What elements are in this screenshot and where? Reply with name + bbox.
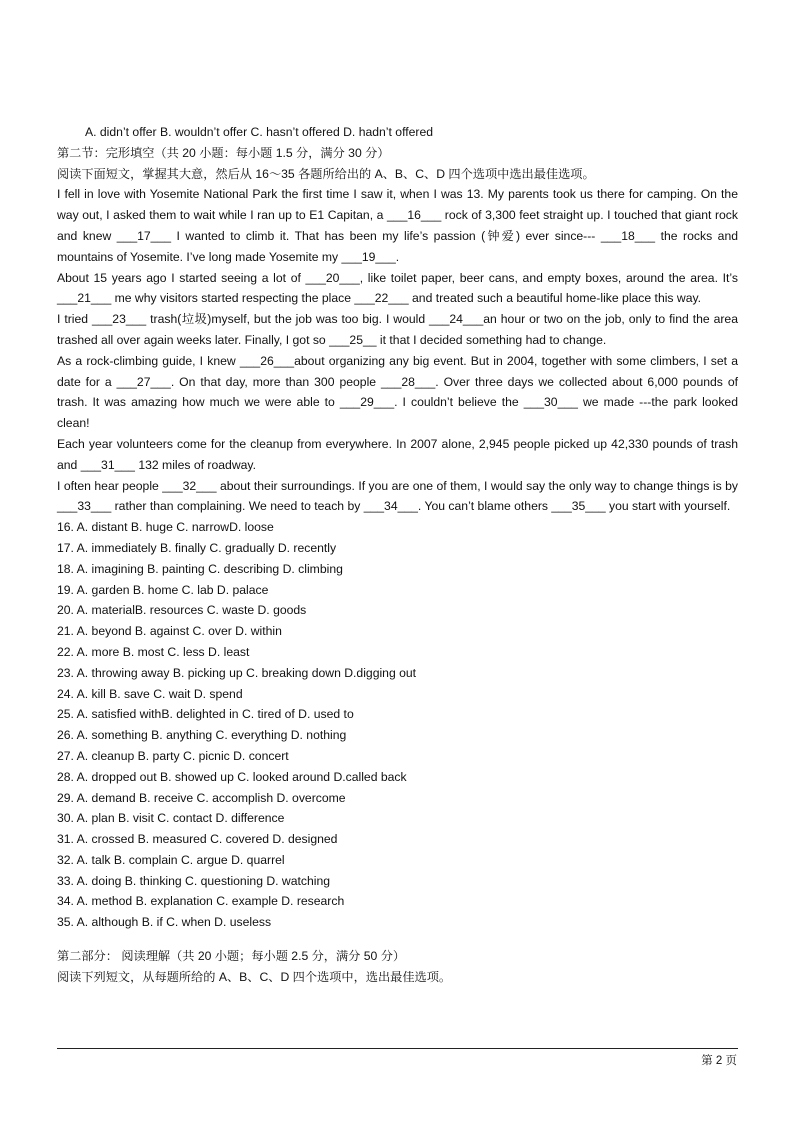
question-16: 16. A. distant B. huge C. narrowD. loose <box>57 520 274 535</box>
question-29: 29. A. demand B. receive C. accomplish D. overcome <box>57 790 346 805</box>
question-26: 26. A. something B. anything C. everything D. nothing <box>57 728 347 743</box>
question-18: 18. A. imagining B. painting C. describing D. climbing <box>57 561 343 576</box>
passage-paragraph-1: I fell in love with Yosemite National Park the first time I saw it, when I was 13. My parents took us there for camping. On the way out, I asked them to wait while I ran up to E1 Capitan, a ___16___ rock of 3,300 feet straight up. I touched that giant rock and knew ___17___ I wanted to climb it. That has been my life’s passion (钟爱) ever since--- ___18___ the rocks and mountains of Yosemite. I’ve long made Yosemite my ___19___. <box>57 187 738 264</box>
passage-paragraph-5: Each year volunteers come for the cleanup from everywhere. In 2007 alone, 2,945 people picked up 42,330 pounds of trash and ___31___ 132 miles of roadway. <box>57 436 738 472</box>
part-heading: 第二部分： 阅读理解（共 20 小题；每小题 2.5 分，满分 50 分） <box>57 949 406 964</box>
question-24: 24. A. kill B. save C. wait D. spend <box>57 686 243 701</box>
question-28: 28. A. dropped out B. showed up C. looked around D.called back <box>57 769 407 784</box>
question-17: 17. A. immediately B. finally C. gradually D. recently <box>57 540 337 555</box>
question-34: 34. A. method B. explanation C. example D. research <box>57 894 345 909</box>
question-25: 25. A. satisfied withB. delighted in C. tired of D. used to <box>57 707 354 722</box>
footer-divider <box>57 1048 738 1049</box>
question-32: 32. A. talk B. complain C. argue D. quarrel <box>57 852 285 867</box>
part-instruction: 阅读下列短文，从每题所给的 A、B、C、D 四个选项中，选出最佳选项。 <box>57 969 452 984</box>
page-number: 第 2 页 <box>701 1055 737 1067</box>
section-heading: 第二节：完形填空（共 20 小题：每小题 1.5 分，满分 30 分） <box>57 145 390 160</box>
question-15-options: A. didn’t offer B. wouldn’t offer C. hasn’t offered D. hadn’t offered <box>85 125 434 139</box>
question-list <box>57 517 738 933</box>
passage-paragraph-3: I tried ___23___ trash(垃圾)myself, but the job was too big. I would ___24___an hour or two on the job, only to find the area trashed all over again weeks later. Finally, I got so ___25__ it that I decided something had to change. <box>57 312 738 347</box>
question-20: 20. A. materialB. resources C. waste D. goods <box>57 603 307 618</box>
question-21: 21. A. beyond B. against C. over D. within <box>57 624 282 639</box>
section-instruction: 阅读下面短文，掌握其大意，然后从 16～35 各题所给出的 A、B、C、D 四个选项中选出最佳选项。 <box>57 166 595 181</box>
question-19: 19. A. garden B. home C. lab D. palace <box>57 582 269 597</box>
spacer <box>57 933 738 946</box>
question-31: 31. A. crossed B. measured C. covered D. designed <box>57 832 338 847</box>
passage-paragraph-6: I often hear people ___32___ about their surroundings. If you are one of them, I would say the only way to change things is by ___33___ rather than complaining. We need to teach by ___34___. You can’t blame others ___35___ you start with yourself. <box>57 478 738 514</box>
question-30: 30. A. plan B. visit C. contact D. difference <box>57 811 285 826</box>
question-33: 33. A. doing B. thinking C. questioning D. watching <box>57 873 331 888</box>
document-body <box>57 122 738 988</box>
passage-paragraph-4: As a rock-climbing guide, I knew ___26___about organizing any big event. But in 2004, together with some climbers, I set a date for a ___27___. On that day, more than 300 people ___28___. Over three days we collected about 6,000 pounds of trash. It was amazing how much we were able to ___29___. I couldn’t believe the ___30___ we made ---the park looked clean! <box>57 353 738 431</box>
question-27: 27. A. cleanup B. party C. picnic D. concert <box>57 748 289 763</box>
question-23: 23. A. throwing away B. picking up C. breaking down D.digging out <box>57 665 417 680</box>
question-35: 35. A. although B. if C. when D. useless <box>57 915 272 930</box>
question-22: 22. A. more B. most C. less D. least <box>57 644 250 659</box>
passage-paragraph-2: About 15 years ago I started seeing a lot of ___20___, like toilet paper, beer cans, and empty boxes, around the area. It’s ___21___ me why visitors started respecting the place ___22___ and treated such a beautiful home-like place this way. <box>57 270 738 306</box>
